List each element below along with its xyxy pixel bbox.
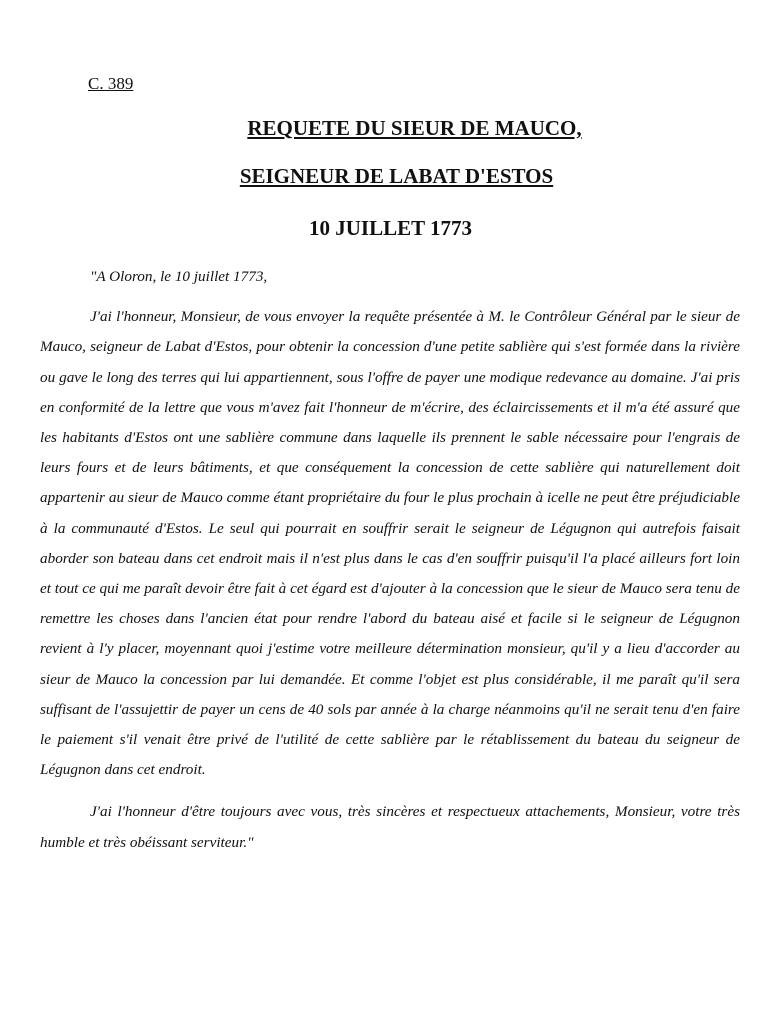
reference-number: C. 389	[88, 74, 134, 93]
letter-closing: J'ai l'honneur d'être toujours avec vous, très sincères et respectueux attachements, Monsieur, votre très humble et très obéissant serviteur."	[40, 803, 740, 851]
letter-body	[40, 262, 740, 868]
letter-paragraph: J'ai l'honneur, Monsieur, de vous envoyer la requête présentée à M. le Contrôleur Général par le sieur de Mauco, seigneur de Labat d'Estos, pour obtenir la concession d'une petite sablière qui s'est formée dans la rivière ou gave le long des terres qui lui appartiennent, sous l'offre de payer une modique redevance au domaine. J'ai pris en conformité de la lettre que vous m'avez fait l'honneur de m'écrire, des éclaircissements et il m'a été assuré que les habitants d'Estos ont une sablière commune dans laquelle ils prennent le sable nécessaire pour l'engrais de leurs fours et de leurs bâtiments, et que conséquement la concession de cette sablière qui naturellement doit appartenir au sieur de Mauco comme étant propriétaire du four le plus prochain à icelle ne peut être préjudiciable à la communauté d'Estos. Le seul qui pourrait en souffrir serait le seigneur de Légugnon qui autrefois faisait aborder son bateau dans cet endroit mais il n'est plus dans le cas d'en souffrir puisqu'il l'a placé ailleurs fort loin et tout ce qui me paraît devoir être fait à cet égard est d'ajouter à la concession que le sieur de Mauco sera tenu de remettre les choses dans l'ancien état pour rendre l'abord du bateau aisé et facile si le seigneur de Légugnon revient à l'y placer, moyennant quoi j'estime votre meilleure détermination monsieur, qu'il y a lieu d'accorder au sieur de Mauco la concession par lui demandée. Et comme l'objet est plus considérable, il me paraît qu'il sera suffisant de l'assujettir de payer un cens de 40 sols par année à la charge néanmoins qu'il ne serait tenu d'en faire le paiement s'il venait être privé de l'utilité de cette sablière par le rétablissement du bateau du seigneur de Légugnon dans cet endroit.	[40, 308, 740, 779]
document-title-line1: REQUETE DU SIEUR DE MAUCO,	[247, 116, 582, 140]
salutation: "A Oloron, le 10 juillet 1773,	[90, 268, 268, 285]
document-date: 10 JUILLET 1773	[309, 216, 472, 240]
document-title-line2: SEIGNEUR DE LABAT D'ESTOS	[239, 164, 554, 188]
